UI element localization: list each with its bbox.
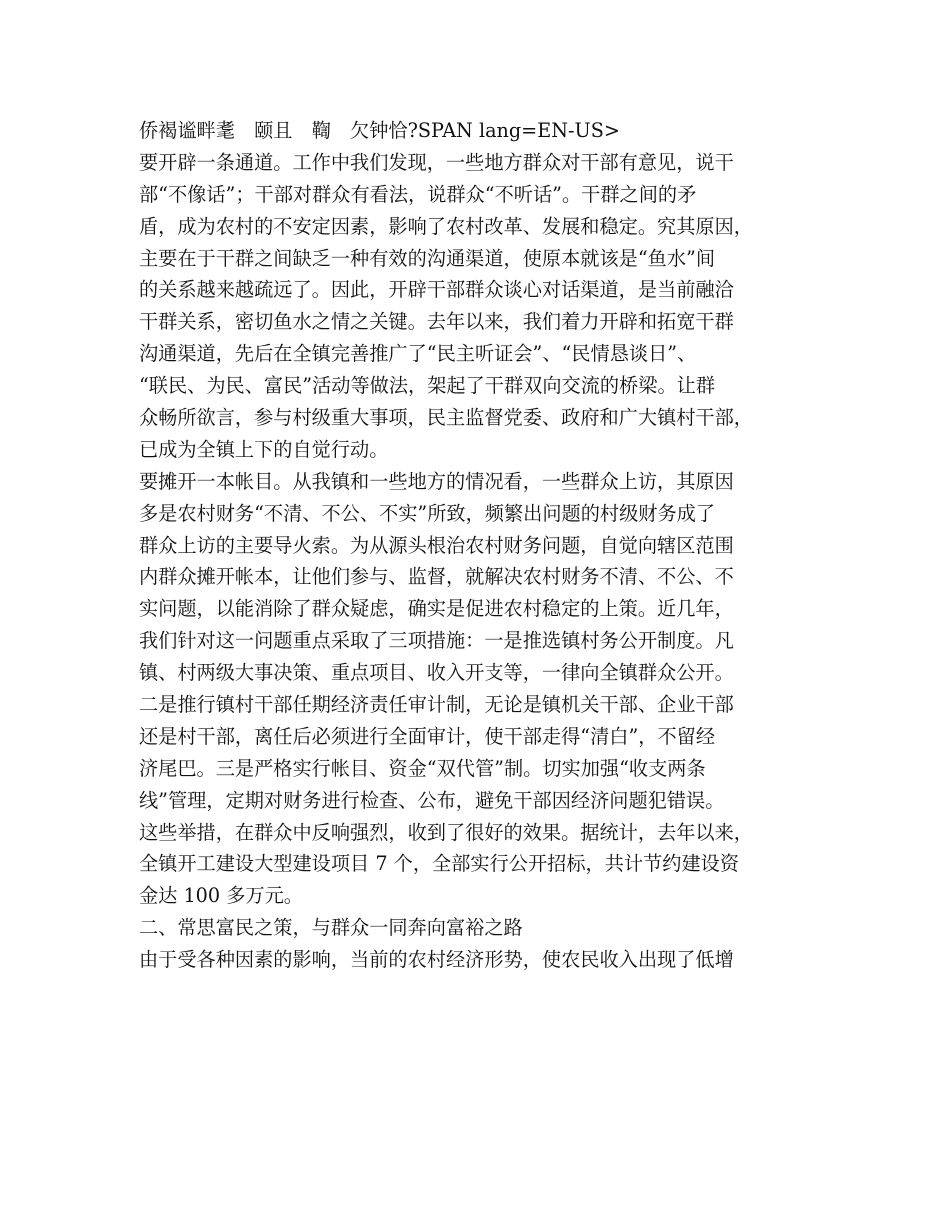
text-line: 济尾巴。三是严格实行帐目、资金“双代管”制。切实加强“收支两条 xyxy=(139,756,706,780)
text-line: 线”管理，定期对财务进行检查、公布，避免干部因经济问题犯错误。 xyxy=(139,788,725,812)
section-heading: 二、常思富民之策，与群众一同奔向富裕之路 xyxy=(139,916,523,940)
text-line: 群众上访的主要导火索。为从源头根治农村财务问题，自觉向辖区范围 xyxy=(139,533,734,557)
text-line: 干群关系，密切鱼水之情之关键。去年以来，我们着力开辟和拓宽干群 xyxy=(139,310,734,334)
text-line: 全镇开工建设大型建设项目 7 个，全部实行公开招标，共计节约建设资 xyxy=(139,852,740,876)
text-line: 要开辟一条通道。工作中我们发现，一些地方群众对干部有意见，说干 xyxy=(139,150,734,174)
text-line: 的关系越来越疏远了。因此，开辟干部群众谈心对话渠道，是当前融洽 xyxy=(139,278,734,302)
garbled-header-line: 侨褐谧畔耄 颐且 鞫 欠钟恰?SPAN lang=EN-US> xyxy=(139,119,620,142)
text-line: 还是村干部，离任后必须进行全面审计，使干部走得“清白”，不留经 xyxy=(139,724,716,748)
text-line: 我们针对这一问题重点采取了三项措施：一是推选镇村务公开制度。凡 xyxy=(139,629,734,653)
text-line: 主要在于干群之间缺乏一种有效的沟通渠道，使原本就该是“鱼水”间 xyxy=(139,246,716,270)
text-line: 盾，成为农村的不安定因素，影响了农村改革、发展和稳定。究其原因， xyxy=(139,214,753,238)
text-line: 金达 100 多万元。 xyxy=(139,884,303,908)
document-body xyxy=(139,115,839,976)
text-line: 已成为全镇上下的自觉行动。 xyxy=(139,437,389,461)
text-line: 多是农村财务“不清、不公、不实”所致，频繁出问题的村级财务成了 xyxy=(139,501,716,525)
text-line: 部“不像话”；干部对群众有看法，说群众“不听话”。干群之间的矛 xyxy=(139,182,697,206)
text-line: 要摊开一本帐目。从我镇和一些地方的情况看，一些群众上访，其原因 xyxy=(139,469,734,493)
text-line: 沟通渠道，先后在全镇完善推广了“民主听证会”、“民情恳谈日”、 xyxy=(139,342,697,366)
text-line: 由于受各种因素的影响，当前的农村经济形势，使农民收入出现了低增 xyxy=(139,948,734,972)
text-line: 实问题，以能消除了群众疑虑，确实是促进农村稳定的上策。近几年， xyxy=(139,597,734,621)
text-line: “联民、为民、富民”活动等做法，架起了干群双向交流的桥梁。让群 xyxy=(139,374,716,398)
text-line: 众畅所欲言，参与村级重大事项，民主监督党委、政府和广大镇村干部， xyxy=(139,406,753,430)
text-line: 镇、村两级大事决策、重点项目、收入开支等，一律向全镇群众公开。 xyxy=(139,661,734,685)
text-line: 内群众摊开帐本，让他们参与、监督，就解决农村财务不清、不公、不 xyxy=(139,565,734,589)
text-line: 二是推行镇村干部任期经济责任审计制，无论是镇机关干部、企业干部 xyxy=(139,693,734,717)
text-line: 这些举措，在群众中反响强烈，收到了很好的效果。据统计，去年以来， xyxy=(139,820,753,844)
